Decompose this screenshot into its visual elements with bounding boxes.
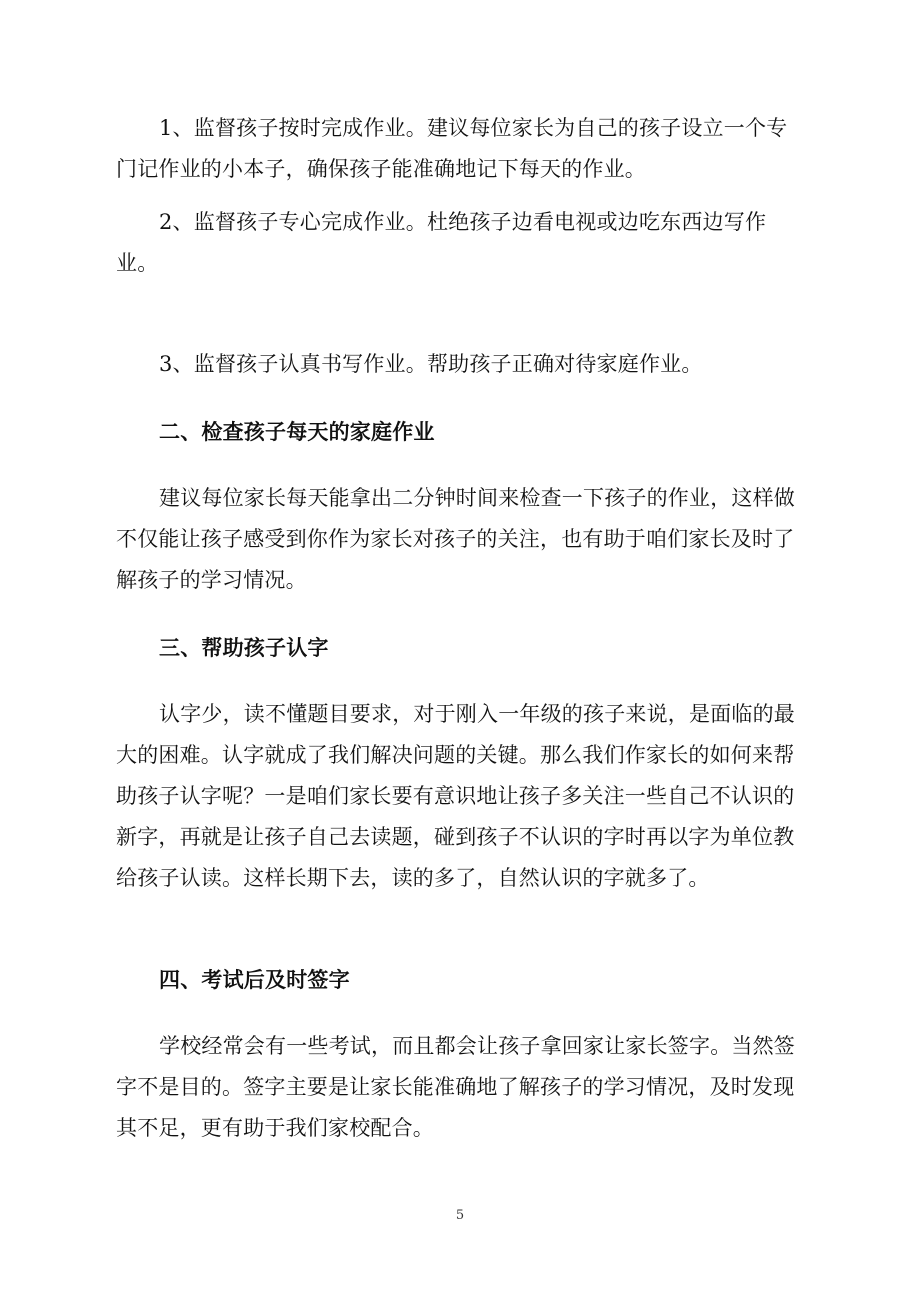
spacer	[116, 190, 806, 202]
paragraph-supervise-focus: 2、监督孩子专心完成作业。杜绝孩子边看电视或边吃东西边写作业。	[116, 210, 767, 275]
paragraph-supervise-on-time: 1、监督孩子按时完成作业。建议每位家长为自己的孩子设立一个专门记作业的小本子，确保孩子能准确地记下每天的作业。	[116, 116, 788, 181]
document-body	[116, 108, 806, 1149]
spacer	[116, 668, 806, 694]
section-heading-sign-exams: 四、考试后及时签字	[159, 967, 350, 992]
page-number: 5	[455, 1208, 465, 1223]
paragraph-sign-exams: 学校经常会有一些考试，而且都会让孩子拿回家让家长签字。当然签字不是目的。签字主要是让家长能准确地了解孩子的学习情况，及时发现其不足，更有助于我们家校配合。	[116, 1034, 795, 1140]
spacer	[116, 284, 806, 344]
spacer	[116, 452, 806, 478]
spacer	[116, 1000, 806, 1026]
paragraph-supervise-writing: 3、监督孩子认真书写作业。帮助孩子正确对待家庭作业。	[159, 352, 703, 376]
section-heading-learn-characters: 三、帮助孩子认字	[159, 635, 329, 660]
section-heading-check-homework: 二、检查孩子每天的家庭作业	[159, 419, 435, 444]
spacer	[116, 899, 806, 959]
spacer	[116, 601, 806, 627]
paragraph-learn-characters: 认字少，读不懂题目要求，对于刚入一年级的孩子来说，是面临的最大的困难。认字就成了我们解决问题的关键。那么我们作家长的如何来帮助孩子认字呢？一是咱们家长要有意识地让孩子多关注一些自己不认识的新字，再就是让孩子自己去读题，碰到孩子不认识的字时再以字为单位教给孩子认读。这样长期下去，读的多了，自然认识的字就多了。	[116, 702, 795, 890]
spacer	[116, 385, 806, 411]
paragraph-check-homework: 建议每位家长每天能拿出二分钟时间来检查一下孩子的作业，这样做不仅能让孩子感受到你作为家长对孩子的关注，也有助于咱们家长及时了解孩子的学习情况。	[116, 486, 795, 592]
